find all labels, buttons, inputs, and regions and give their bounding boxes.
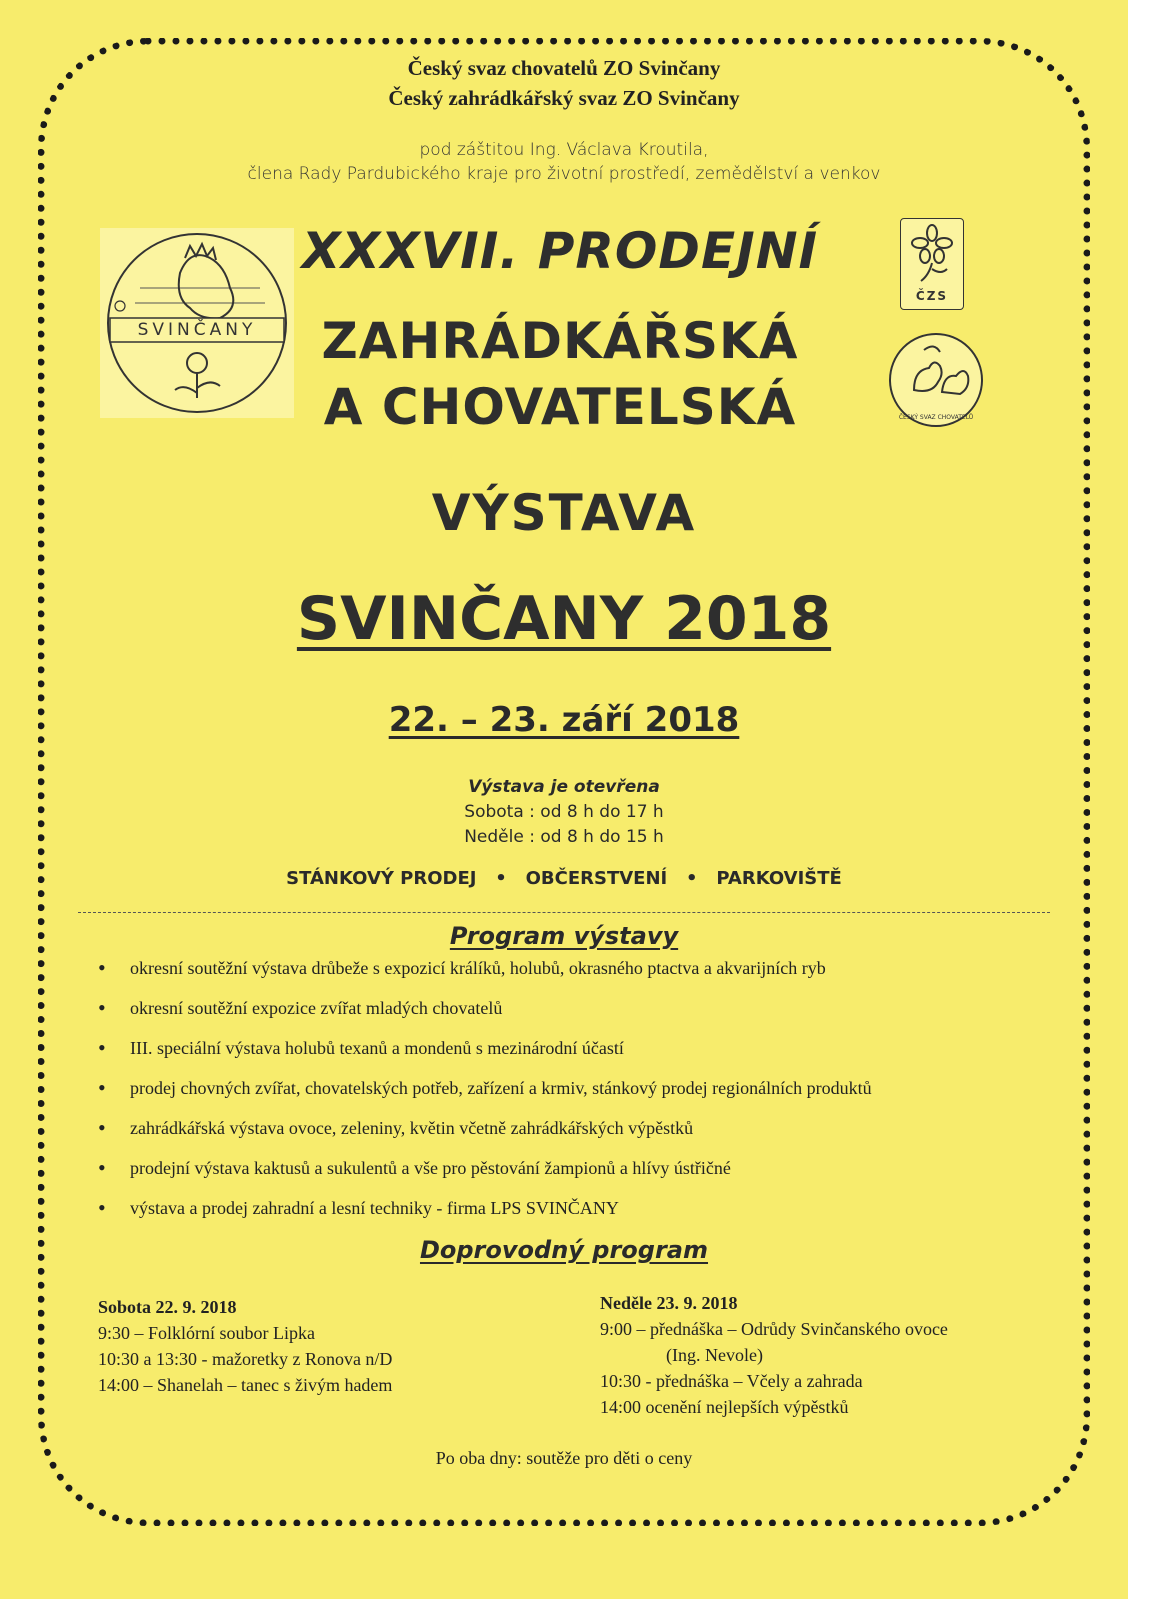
- bullet-icon: •: [482, 868, 520, 889]
- accompanying-heading: Doprovodný program: [419, 1236, 709, 1264]
- czs-text: ČZS: [915, 289, 949, 303]
- program-item: • výstava a prodej zahradní a lesní techniky - firma LPS SVINČANY: [98, 1196, 1058, 1236]
- program-heading: Program výstavy: [449, 922, 679, 950]
- divider: [78, 912, 1050, 913]
- opening-heading: Výstava je otevřena: [468, 777, 660, 797]
- program-item: • okresní soutěžní výstava drůbeže s expozicí králíků, holubů, okrasného ptactva a akvarijních ryb: [98, 956, 1058, 996]
- service-refreshments: OBČERSTVENÍ: [525, 868, 668, 889]
- footer-note: Po oba dny: soutěže pro děti o ceny: [435, 1448, 693, 1468]
- title-line-3: A CHOVATELSKÁ: [323, 378, 797, 436]
- program-item: • prodej chovných zvířat, chovatelských potřeb, zařízení a krmiv, stánkový prodej regionálních produktů: [98, 1076, 1058, 1116]
- patron-line-2: člena Rady Pardubického kraje pro životní prostředí, zemědělství a venkov: [247, 164, 881, 184]
- services: [0, 868, 1128, 889]
- org-line-2: Český zahrádkářský svaz ZO Svinčany: [388, 86, 740, 110]
- opening-saturday: Sobota : od 8 h do 17 h: [464, 802, 664, 822]
- event-name: SVINČANY 2018: [296, 584, 832, 654]
- saturday-heading: Sobota 22. 9. 2018: [98, 1297, 237, 1317]
- program-item: • prodejní výstava kaktusů a sukulentů a vše pro pěstování žampionů a hlívy ústřičné: [98, 1156, 1058, 1196]
- title-line-2: ZAHRÁDKÁŘSKÁ: [321, 312, 799, 370]
- sunday-line: (Ing. Nevole): [666, 1345, 763, 1365]
- saturday-program: [98, 1294, 568, 1398]
- title-line-4: VÝSTAVA: [431, 484, 697, 542]
- czs-logo: [900, 218, 964, 310]
- csch-logo: [884, 330, 988, 430]
- program-item: • okresní soutěžní expozice zvířat mladých chovatelů: [98, 996, 1058, 1036]
- bullet-icon: •: [673, 868, 711, 889]
- csch-text: ČESKÝ SVAZ CHOVATELŮ: [898, 414, 974, 421]
- org-line-1: Český svaz chovatelů ZO Svinčany: [407, 56, 721, 80]
- patron-line-1: pod záštitou Ing. Václava Kroutila,: [419, 140, 709, 160]
- sunday-line: 14:00 ocenění nejlepších výpěstků: [600, 1397, 849, 1417]
- program-item: • zahrádkářská výstava ovoce, zeleniny, květin včetně zahrádkářských výpěstků: [98, 1116, 1058, 1156]
- saturday-line: 10:30 a 13:30 - mažoretky z Ronova n/D: [98, 1349, 393, 1369]
- service-parking: PARKOVIŠTĚ: [716, 868, 842, 889]
- svincany-logo: [100, 228, 294, 418]
- opening-sunday: Neděle : od 8 h do 15 h: [464, 827, 664, 847]
- event-dates: 22. – 23. září 2018: [388, 700, 740, 740]
- title-line-1: XXXVII. PRODEJNÍ: [301, 222, 819, 280]
- sunday-heading: Neděle 23. 9. 2018: [600, 1293, 738, 1313]
- logo-text: SVINČANY: [137, 320, 257, 340]
- saturday-line: 14:00 – Shanelah – tanec s živým hadem: [98, 1375, 393, 1395]
- program-list: [98, 956, 1058, 1236]
- sunday-line: 9:00 – přednáška – Odrůdy Svinčanského ovoce: [600, 1319, 948, 1339]
- service-stall-sales: STÁNKOVÝ PRODEJ: [286, 868, 477, 889]
- program-item: • III. speciální výstava holubů texanů a mondenů s mezinárodní účastí: [98, 1036, 1058, 1076]
- sunday-line: 10:30 - přednáška – Včely a zahrada: [600, 1371, 863, 1391]
- sunday-program: [600, 1290, 1070, 1420]
- saturday-line: 9:30 – Folklórní soubor Lipka: [98, 1323, 315, 1343]
